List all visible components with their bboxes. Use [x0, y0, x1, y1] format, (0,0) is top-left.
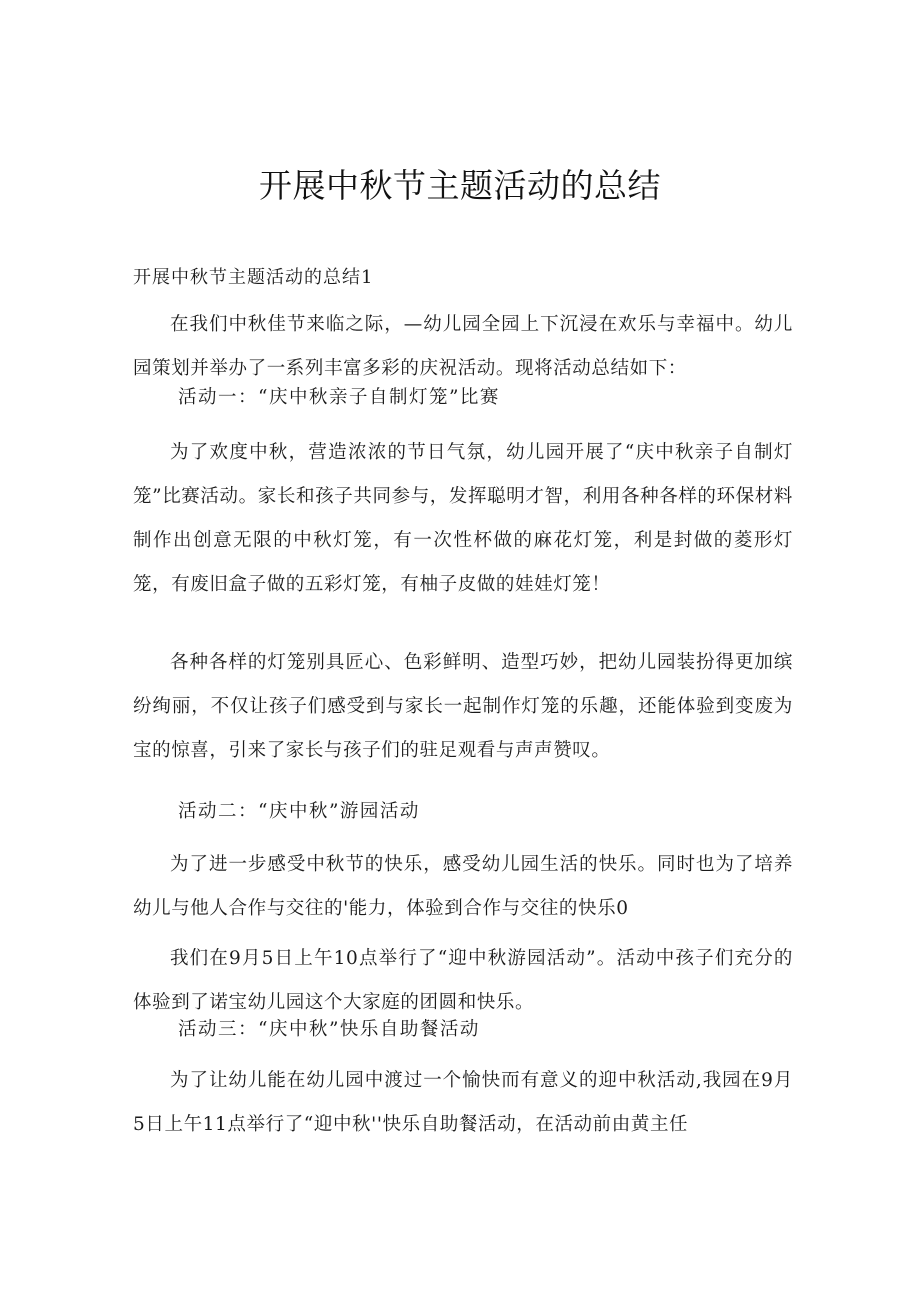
- paragraph-intro: 在我们中秋佳节来临之际，—幼儿园全园上下沉浸在欢乐与幸福中。幼儿园策划并举办了一系列丰富多彩的庆祝活动。现将活动总结如下：: [133, 314, 793, 379]
- document-title: 开展中秋节主题活动的总结: [259, 166, 661, 205]
- heading-activity-1: 活动一：“庆中秋亲子自制灯笼”比赛: [178, 387, 500, 408]
- heading-activity-3: 活动三：“庆中秋”快乐自助餐活动: [178, 1019, 480, 1040]
- heading-activity-2: 活动二：“庆中秋”游园活动: [178, 801, 420, 822]
- document-subtitle: 开展中秋节主题活动的总结1: [133, 267, 374, 288]
- paragraph-activity-1: 为了欢度中秋，营造浓浓的节日气氛，幼儿园开展了“庆中秋亲子自制灯笼”比赛活动。家长和孩子共同参与，发挥聪明才智，利用各种各样的环保材料制作出创意无限的中秋灯笼，有一次性杯做的麻花灯笼，利是封做的菱形灯笼，有废旧盒子做的五彩灯笼，有柚子皮做的娃娃灯笼！: [133, 442, 793, 595]
- paragraph-activity-1-detail: 各种各样的灯笼别具匠心、色彩鲜明、造型巧妙，把幼儿园装扮得更加缤纷绚丽，不仅让孩子们感受到与家长一起制作灯笼的乐趣，还能体验到变废为宝的惊喜，引来了家长与孩子们的驻足观看与声声赞叹。: [133, 652, 793, 761]
- paragraph-activity-3: 为了让幼儿能在幼儿园中渡过一个愉快而有意义的迎中秋活动,我园在9月5日上午11点举行了“迎中秋''快乐自助餐活动，在活动前由黄主任: [133, 1070, 793, 1135]
- paragraph-activity-2-detail: 我们在9月5日上午10点举行了“迎中秋游园活动”。活动中孩子们充分的体验到了诺宝幼儿园这个大家庭的团圆和快乐。: [133, 948, 793, 1013]
- paragraph-activity-2: 为了进一步感受中秋节的快乐，感受幼儿园生活的快乐。同时也为了培养幼儿与他人合作与交往的'能力，体验到合作与交往的快乐0: [133, 854, 793, 919]
